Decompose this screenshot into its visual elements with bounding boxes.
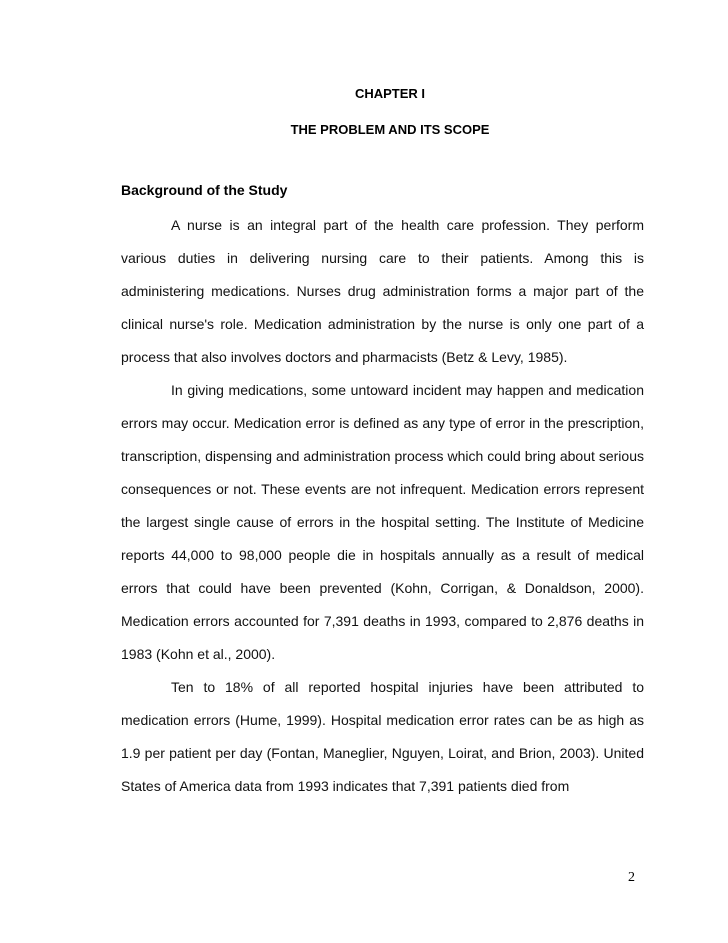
paragraph-2: In giving medications, some untoward incident may happen and medication errors may occur. Medication error is defined as any type of error in the prescription, transcription, dispensing and administration process which could bring about serious consequences or not. These events are not infrequent. Medication errors represent the largest single cause of errors in the hospital setting. The Institute of Medicine reports 44,000 to 98,000 people die in hospitals annually as a result of medical errors that could have been prevented (Kohn, Corrigan, & Donaldson, 2000). Medication errors accounted for 7,391 deaths in 1993, compared to 2,876 deaths in 1983 (Kohn et al., 2000).: [121, 382, 644, 662]
paragraph-1: A nurse is an integral part of the health care profession. They perform various duties in delivering nursing care to their patients. Among this is administering medications. Nurses drug administration forms a major part of the clinical nurse's role. Medication administration by the nurse is only one part of a process that also involves doctors and pharmacists (Betz & Levy, 1985).: [121, 217, 644, 365]
paragraph-3: Ten to 18% of all reported hospital injuries have been attributed to medication errors (Hume, 1999). Hospital medication error rates can be as high as 1.9 per patient per day (Fontan, Maneglier, Nguyen, Loirat, and Brion, 2003). United States of America data from 1993 indicates that 7,391 patients died from: [121, 679, 644, 794]
chapter-heading: CHAPTER I: [354, 86, 426, 101]
section-heading: Background of the Study: [121, 182, 288, 198]
page-number: 2: [628, 870, 635, 885]
body-text: [121, 209, 644, 803]
chapter-title: THE PROBLEM AND ITS SCOPE: [290, 122, 490, 137]
